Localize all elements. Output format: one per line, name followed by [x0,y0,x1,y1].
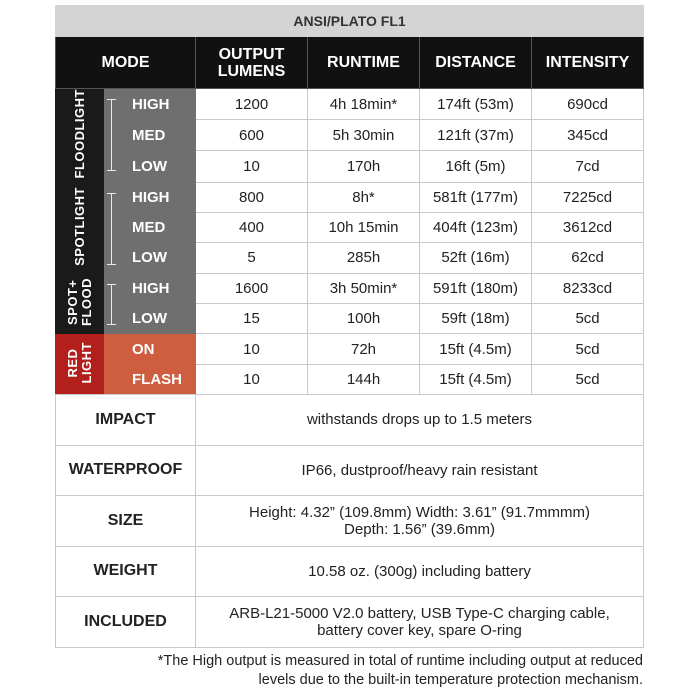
level-label: HIGH [118,182,196,212]
level-label: MED [118,120,196,151]
intensity-cell: 7225cd [532,182,644,212]
intensity-cell: 8233cd [532,273,644,303]
header-output-lumens: OUTPUT LUMENS [196,37,308,89]
table-row [56,364,644,394]
distance-cell: 16ft (5m) [420,151,532,182]
lumens-cell: 600 [196,120,308,151]
intensity-cell: 690cd [532,89,644,120]
spec-value: ARB-L21-5000 V2.0 battery, USB Type-C charging cable, battery cover key, spare O-ring [196,597,644,648]
header-runtime: RUNTIME [308,37,420,89]
runtime-cell: 10h 15min [308,212,420,242]
spec-row [56,445,644,496]
table-row [56,151,644,182]
level-label: LOW [118,243,196,273]
table-row [56,243,644,273]
spec-row [56,395,644,446]
properties-table [55,394,644,648]
header-mode: MODE [56,37,196,89]
spec-value: 10.58 oz. (300g) including battery [196,546,644,597]
spec-label: WATERPROOF [56,445,196,496]
level-label: FLASH [118,364,196,394]
header-distance: DISTANCE [420,37,532,89]
lumens-cell: 10 [196,151,308,182]
intensity-cell: 5cd [532,364,644,394]
table-title: ANSI/PLATO FL1 [56,6,644,37]
distance-cell: 174ft (53m) [420,89,532,120]
distance-cell: 52ft (16m) [420,243,532,273]
footnote: *The High output is measured in total of runtime including output at reduced levels due to the built-in temperature protection mechanism. [157,653,643,688]
table-row [56,120,644,151]
intensity-cell: 5cd [532,334,644,364]
group-label: RED LIGHT [56,334,104,395]
group-label: SPOT+ FLOOD [56,273,104,334]
level-label: HIGH [118,273,196,303]
lumens-cell: 1200 [196,89,308,120]
spec-value: Height: 4.32” (109.8mm) Width: 3.61” (91.7mmmm) Depth: 1.56” (39.6mm) [196,496,644,547]
distance-cell: 581ft (177m) [420,182,532,212]
lumens-cell: 5 [196,243,308,273]
spec-value: withstands drops up to 1.5 meters [196,395,644,446]
level-label: HIGH [118,89,196,120]
intensity-cell: 62cd [532,243,644,273]
spec-value: IP66, dustproof/heavy rain resistant [196,445,644,496]
spec-label: IMPACT [56,395,196,446]
distance-cell: 591ft (180m) [420,273,532,303]
distance-cell: 15ft (4.5m) [420,334,532,364]
runtime-cell: 8h* [308,182,420,212]
spec-label: SIZE [56,496,196,547]
spec-sheet [55,5,643,648]
group-label: SPOTLIGHT [56,182,104,273]
level-label: LOW [118,151,196,182]
table-row [56,212,644,242]
level-scale-icon [104,89,118,183]
table-row [56,334,644,364]
runtime-cell: 3h 50min* [308,273,420,303]
runtime-cell: 100h [308,304,420,334]
lumens-cell: 1600 [196,273,308,303]
runtime-cell: 170h [308,151,420,182]
table-row [56,304,644,334]
spec-row [56,546,644,597]
level-scale-icon [104,273,118,334]
lumens-cell: 15 [196,304,308,334]
intensity-cell: 5cd [532,304,644,334]
lumens-cell: 10 [196,334,308,364]
table-row [56,89,644,120]
level-label: ON [118,334,196,364]
spec-label: WEIGHT [56,546,196,597]
intensity-cell: 3612cd [532,212,644,242]
distance-cell: 15ft (4.5m) [420,364,532,394]
lumens-cell: 800 [196,182,308,212]
level-label: MED [118,212,196,242]
level-scale-icon [104,334,118,395]
runtime-cell: 5h 30min [308,120,420,151]
level-label: LOW [118,304,196,334]
lumens-cell: 10 [196,364,308,394]
spec-label: INCLUDED [56,597,196,648]
table-row [56,273,644,303]
lumens-cell: 400 [196,212,308,242]
spec-table [55,5,644,395]
runtime-cell: 4h 18min* [308,89,420,120]
spec-row [56,496,644,547]
header-intensity: INTENSITY [532,37,644,89]
runtime-cell: 144h [308,364,420,394]
intensity-cell: 345cd [532,120,644,151]
intensity-cell: 7cd [532,151,644,182]
group-label: FLOODLIGHT [56,89,104,183]
distance-cell: 121ft (37m) [420,120,532,151]
runtime-cell: 72h [308,334,420,364]
level-scale-icon [104,182,118,273]
runtime-cell: 285h [308,243,420,273]
distance-cell: 404ft (123m) [420,212,532,242]
distance-cell: 59ft (18m) [420,304,532,334]
spec-row [56,597,644,648]
table-row [56,182,644,212]
